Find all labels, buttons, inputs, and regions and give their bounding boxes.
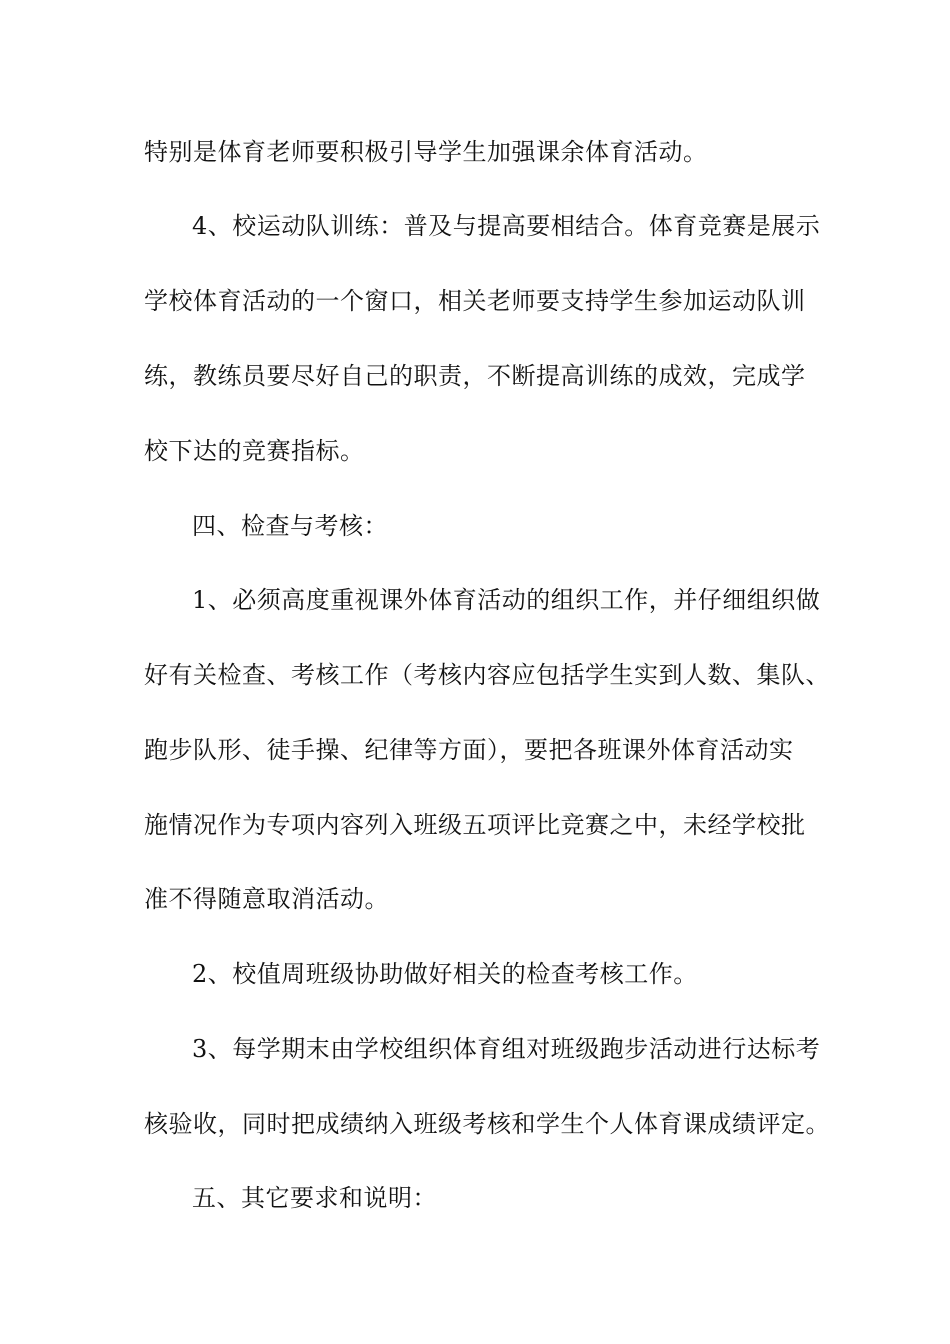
paragraph-line: 跑步队形、徒手操、纪律等方面），要把各班课外体育活动实: [144, 736, 794, 764]
paragraph-line: 2、校值周班级协助做好相关的检查考核工作。: [192, 960, 698, 988]
paragraph-line: 特别是体育老师要积极引导学生加强课余体育活动。: [144, 138, 708, 166]
paragraph-line: 施情况作为专项内容列入班级五项评比竞赛之中，未经学校批: [144, 811, 806, 839]
paragraph-line: 好有关检查、考核工作（考核内容应包括学生实到人数、集队、: [144, 661, 830, 689]
paragraph-line: 学校体育活动的一个窗口，相关老师要支持学生参加运动队训: [144, 287, 806, 315]
paragraph-line: 1、必须高度重视课外体育活动的组织工作，并仔细组织做: [192, 586, 821, 614]
section-heading: 四、检查与考核：: [192, 512, 388, 540]
paragraph-line: 准不得随意取消活动。: [144, 885, 389, 913]
paragraph-line: 核验收，同时把成绩纳入班级考核和学生个人体育课成绩评定。: [144, 1110, 830, 1138]
section-heading: 五、其它要求和说明：: [192, 1184, 437, 1212]
paragraph-line: 4、校运动队训练：普及与提高要相结合。体育竞赛是展示: [192, 212, 821, 240]
paragraph-line: 校下达的竞赛指标。: [144, 437, 365, 465]
paragraph-line: 练，教练员要尽好自己的职责，不断提高训练的成效，完成学: [144, 362, 806, 390]
paragraph-line: 3、每学期末由学校组织体育组对班级跑步活动进行达标考: [192, 1035, 821, 1063]
